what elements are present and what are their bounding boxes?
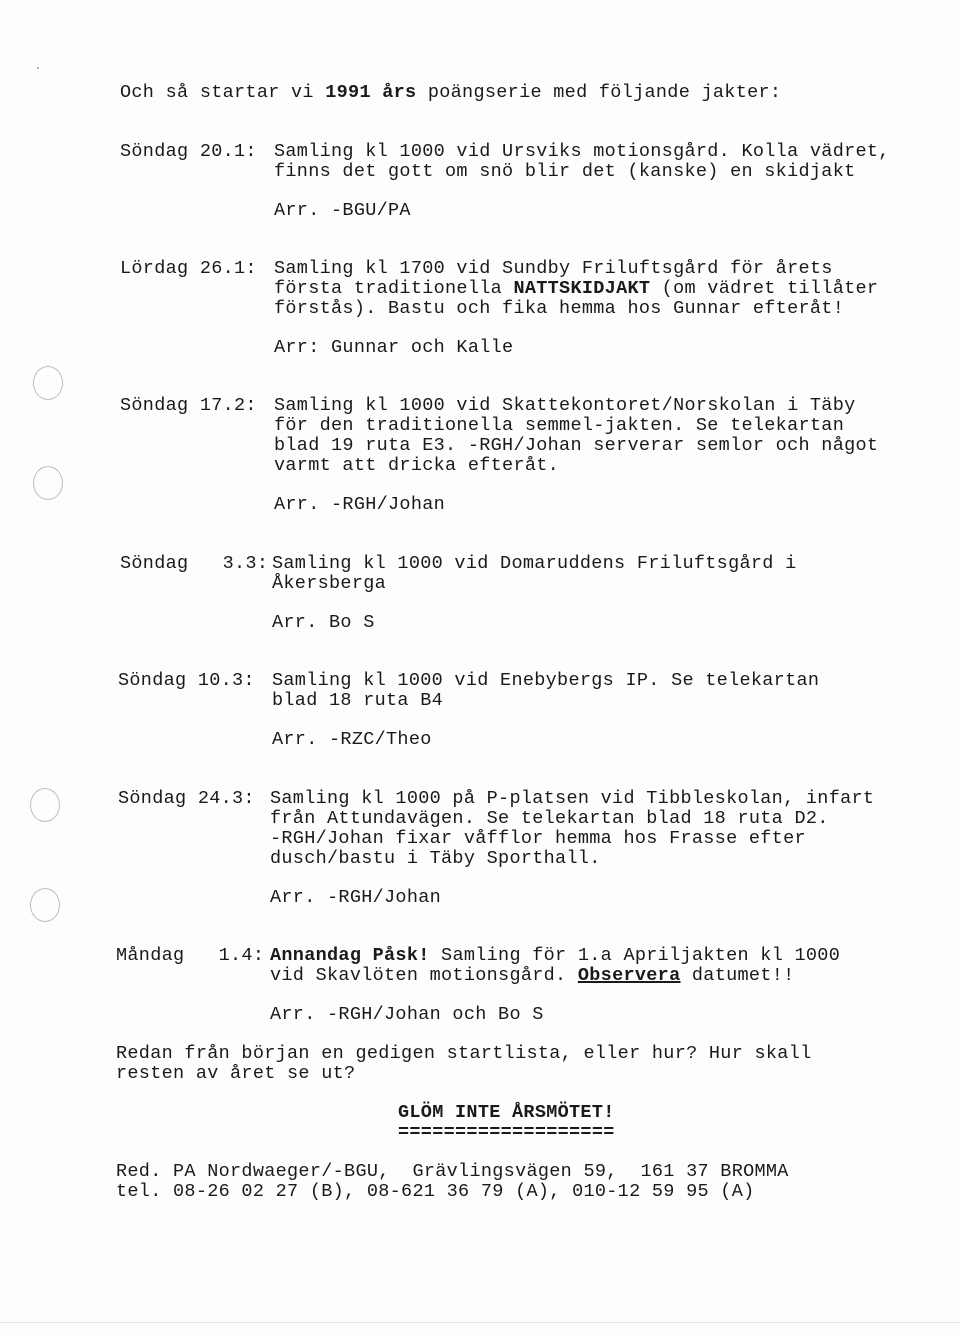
event-organizer: Arr. -RZC/Theo bbox=[272, 729, 432, 750]
closing-text: Redan från början en gedigen startlista, eller hur? Hur skall bbox=[116, 1043, 812, 1064]
event-organizer: Arr: Gunnar och Kalle bbox=[274, 337, 514, 358]
event-description: Samling kl 1000 vid Domaruddens Friluftsgård i bbox=[272, 553, 797, 574]
event-description: förstås). Bastu och fika hemma hos Gunnar efteråt! bbox=[274, 298, 845, 319]
event-day-label: Söndag 3.3: bbox=[120, 553, 269, 574]
event-organizer: Arr. -RGH/Johan och Bo S bbox=[270, 1004, 544, 1025]
event-description: från Attundavägen. Se telekartan blad 18 ruta D2. bbox=[270, 808, 829, 829]
punch-hole bbox=[30, 888, 60, 922]
page-bottom-edge bbox=[0, 1322, 960, 1323]
event-day-label: Söndag 17.2: bbox=[120, 395, 257, 416]
event-description: Samling kl 1000 vid Skattekontoret/Norskolan i Täby bbox=[274, 395, 856, 416]
speck-mark bbox=[37, 67, 39, 69]
event-day-label: Söndag 24.3: bbox=[118, 788, 255, 809]
event-description: blad 18 ruta B4 bbox=[272, 690, 444, 711]
event-organizer: Arr. -RGH/Johan bbox=[270, 887, 442, 908]
event-organizer: Arr. -RGH/Johan bbox=[274, 494, 446, 515]
event-day-label: Söndag 20.1: bbox=[120, 141, 257, 162]
event-description: för den traditionella semmel-jakten. Se telekartan bbox=[274, 415, 845, 436]
event-description: blad 19 ruta E3. -RGH/Johan serverar semlor och något bbox=[274, 435, 879, 456]
event-organizer: Arr. -BGU/PA bbox=[274, 200, 411, 221]
event-description: Åkersberga bbox=[272, 573, 387, 594]
event-description: Samling kl 1000 vid Enebybergs IP. Se telekartan bbox=[272, 670, 820, 691]
closing-text: resten av året se ut? bbox=[116, 1063, 356, 1084]
event-day-label: Lördag 26.1: bbox=[120, 258, 257, 279]
event-description: varmt att dricka efteråt. bbox=[274, 455, 560, 476]
event-description: Samling kl 1700 vid Sundby Friluftsgård för årets bbox=[274, 258, 833, 279]
event-description: första traditionella NATTSKIDJAKT (om vädret tillåter bbox=[274, 278, 879, 299]
event-description: finns det gott om snö blir det (kanske) en skidjakt bbox=[274, 161, 856, 182]
annual-meeting-reminder: GLÖM INTE ÅRSMÖTET! bbox=[398, 1102, 615, 1123]
intro-line: Och så startar vi 1991 års poängserie med följande jakter: bbox=[120, 82, 782, 103]
event-description: Samling kl 1000 på P-platsen vid Tibbleskolan, infart bbox=[270, 788, 875, 809]
event-day-label: Söndag 10.3: bbox=[118, 670, 255, 691]
reminder-rule: =================== bbox=[398, 1122, 615, 1143]
punch-hole bbox=[30, 788, 60, 822]
event-organizer: Arr. Bo S bbox=[272, 612, 375, 633]
punch-hole bbox=[33, 366, 63, 400]
event-description: Samling kl 1000 vid Ursviks motionsgård. Kolla vädret, bbox=[274, 141, 890, 162]
punch-hole bbox=[33, 466, 63, 500]
editor-address: Red. PA Nordwaeger/-BGU, Grävlingsvägen 59, 161 37 BROMMA bbox=[116, 1161, 789, 1182]
event-description: Annandag Påsk! Samling för 1.a Apriljakten kl 1000 bbox=[270, 945, 841, 966]
event-description: dusch/bastu i Täby Sporthall. bbox=[270, 848, 601, 869]
editor-phone: tel. 08-26 02 27 (B), 08-621 36 79 (A), 010-12 59 95 (A) bbox=[116, 1181, 755, 1202]
event-description: -RGH/Johan fixar våfflor hemma hos Frasse efter bbox=[270, 828, 806, 849]
event-day-label: Måndag 1.4: bbox=[116, 945, 265, 966]
event-description: vid Skavlöten motionsgård. Observera datumet!! bbox=[270, 965, 795, 986]
